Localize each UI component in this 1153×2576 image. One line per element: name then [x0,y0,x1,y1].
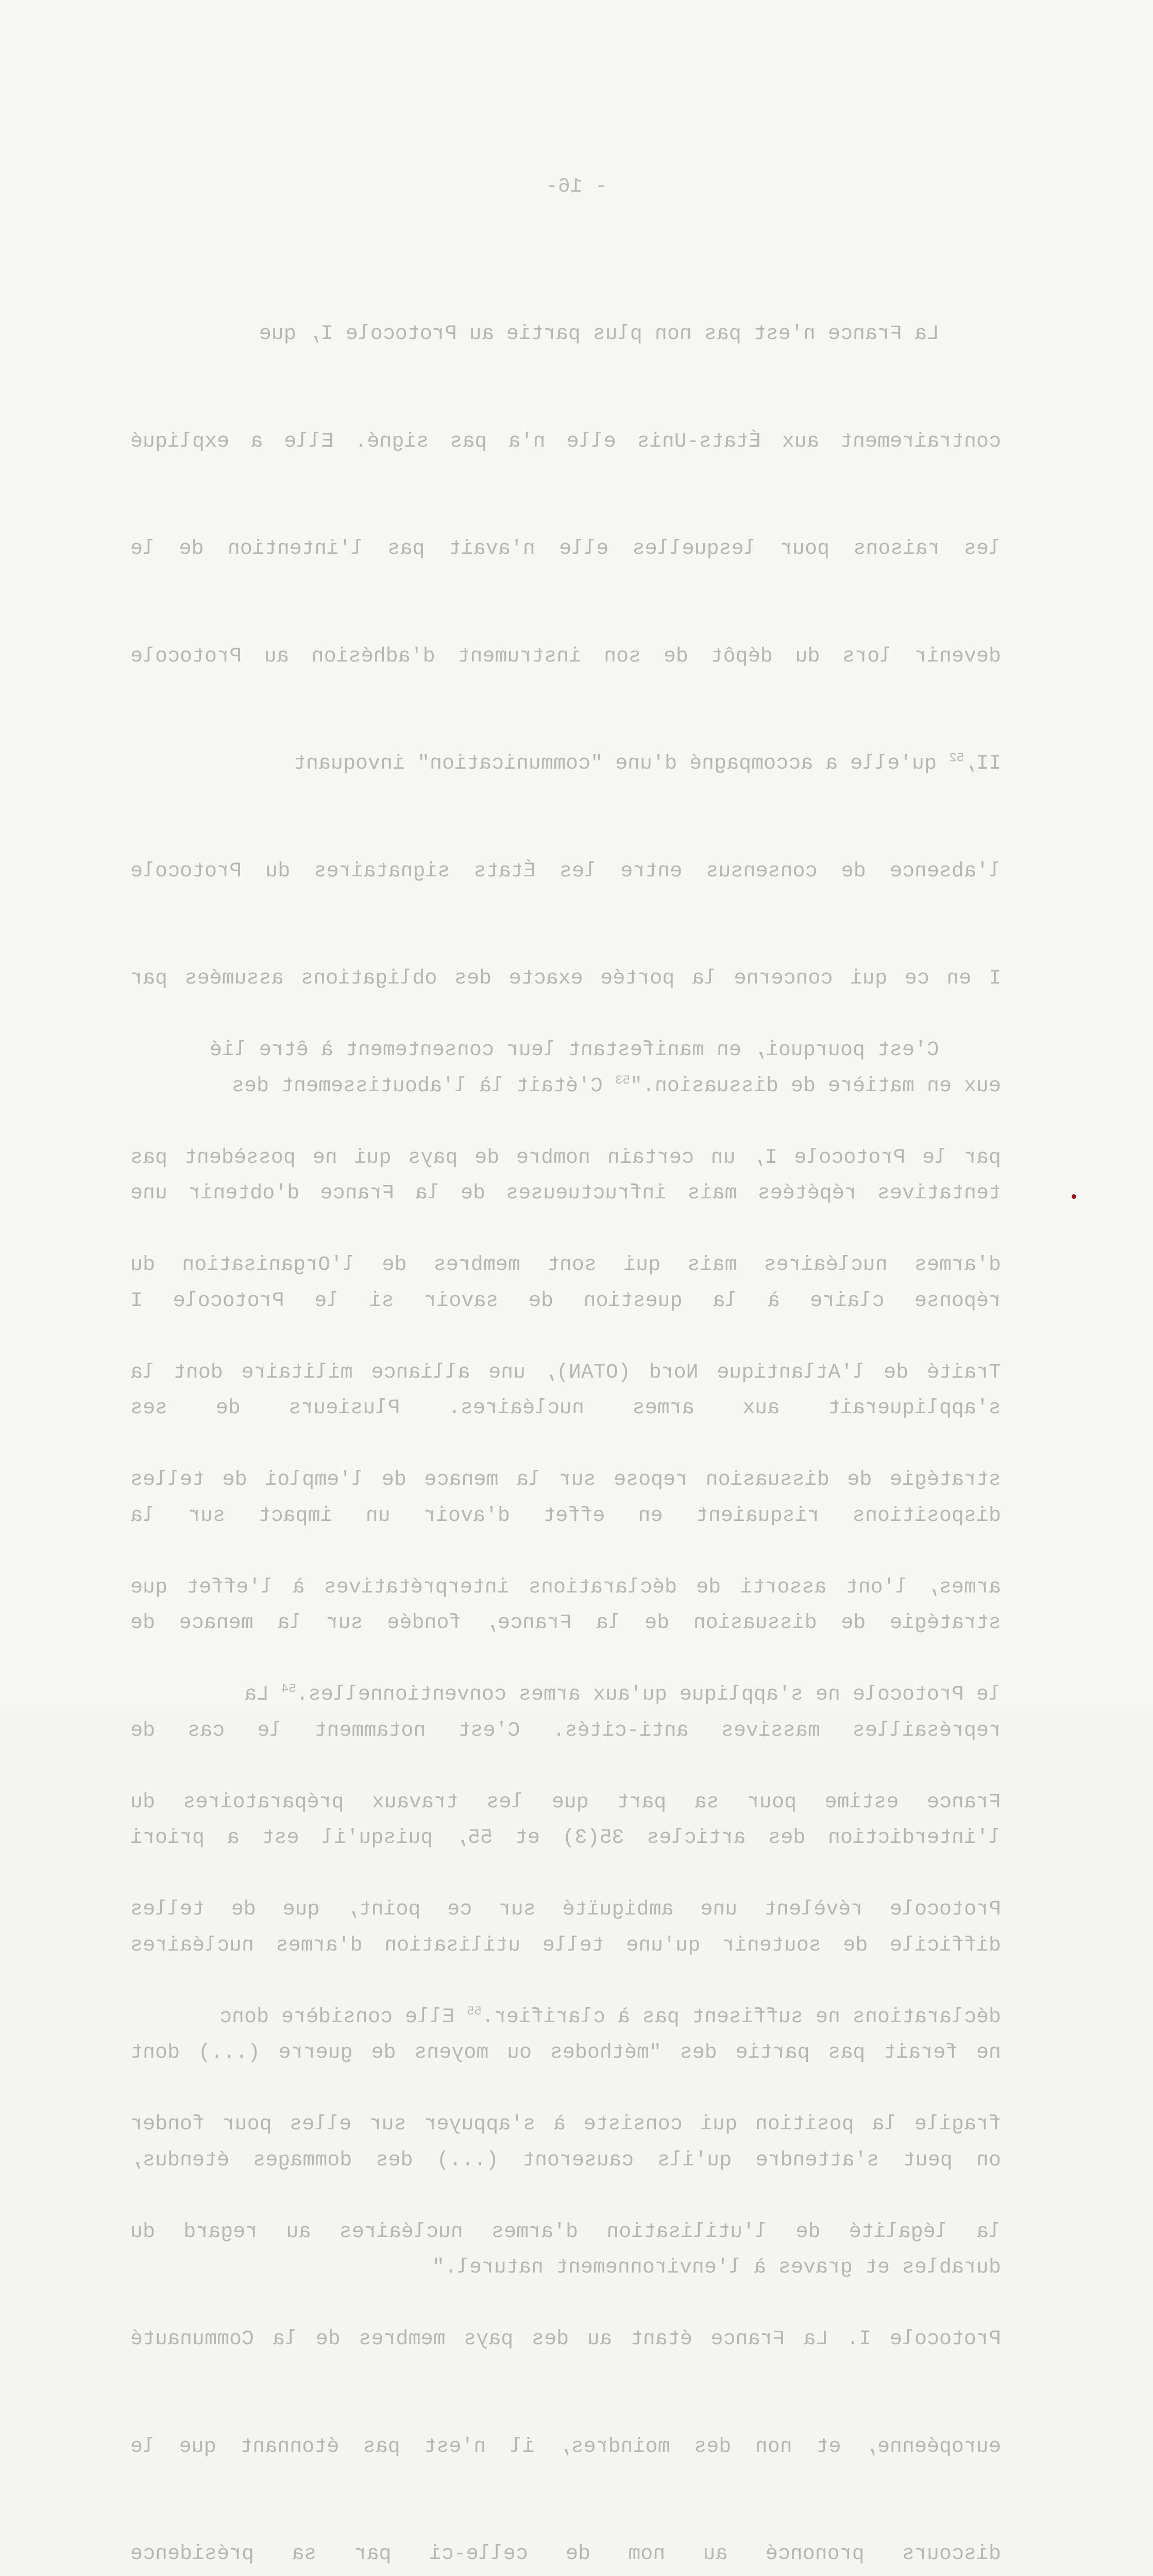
paragraph-2 [130,961,1001,2576]
text-line: difficile de soutenir qu'une telle utilisation d'armes nucléaires [130,1934,1001,1957]
text-line: réponse claire à la question de savoir si le Protocole I [130,1289,1001,1313]
text-line: le Protocole ne s'applique qu'aux armes conventionnelles.$^{54}$ La [244,1682,1001,1706]
ink-mark [1072,1194,1076,1199]
footnote-marker: 54 [281,1682,296,1697]
text-line: Protocole révèlent une ambiguïté sur ce point, que de telles [130,1898,1001,1921]
text-line: par le Protocole I, un certain nombre de pays qui ne possèdent pas [130,1146,1001,1170]
text-line: stratégie de dissuasion de la France, fondée sur la menace de [130,1612,1001,1635]
text-line: l'absence de consensus entre les États signataires du Protocole [130,859,1001,883]
text-line: discours prononcé au nom de celle-ci par sa présidence [130,2543,1001,2566]
text-line: devenir lors du dépôt de son instrument d'adhésion au Protocole [130,645,1001,668]
text-line: La France n'est pas non plus partie au Protocole I, que [259,323,939,346]
text-line: eux en matière de dissuasion."$^{53}$ C'était là l'aboutissement des [231,1074,1001,1098]
text-line: européenne, et non des moindres, il n'est pas étonnant que le [130,2435,1001,2459]
text-line: C'est pourquoi, en manifestant leur consentement à être lié [209,1039,939,1062]
text-line: s'appliquerait aux armes nucléaires. Plusieurs de ses [130,1397,1001,1420]
text-line: tentatives répétées mais infructueuses de la France d'obtenir une [130,1182,1001,1205]
text-line: fragile la position qui consiste à s'appuyer sur elles pour fonder [130,2113,1001,2136]
footnote-marker: 52 [949,751,964,766]
text-line: contrairement aux États-Unis elle n'a pas signé. Elle a expliqué [130,430,1001,453]
text-line: dispositions risquaient en effet d'avoir un impact sur la [130,1504,1001,1528]
text-line: déclarations ne suffisent pas à clarifier.$^{55}$ Elle considère donc [219,2005,1001,2029]
text-line: d'armes nucléaires mais qui sont membres de l'Organisation du [130,1253,1001,1277]
text-line: France estime pour sa part que les travaux préparatoires du [130,1790,1001,1814]
text-line: stratégie de dissuasion repose sur la menace de l'emploi de telles [130,1468,1001,1492]
text-line: durables et graves à l'environnement naturel." [432,2256,1001,2279]
text-line: armes, l'ont assorti de déclarations interprétatives à l'effet que [130,1575,1001,1599]
text-line: ne ferait pas partie des "méthodes ou moyens de guerre (...) dont [130,2041,1001,2064]
footnote-marker: 55 [467,2005,482,2019]
page-number: - 16- [545,175,608,198]
text-line: la légalité de l'utilisation d'armes nucléaires au regard du [130,2220,1001,2244]
footnote-marker: 53 [615,1074,630,1088]
text-line: Protocole I. La France étant au des pays membres de la Communauté [130,2328,1001,2351]
text-line: les raisons pour lesquelles elle n'avait pas l'intention de le [130,537,1001,561]
text-line: I en ce qui concerne la portée exacte des obligations assumées par [130,967,1001,990]
text-line: II,$^{52}$ qu'elle a accompagné d'une "communication" invoquant [293,751,1001,775]
text-line: Traité de l'Atlantique Nord (OTAN), une alliance militaire dont la [130,1361,1001,1384]
text-line: on peut s'attendre qu'ils causeront (...) des dommages étendus, [130,2148,1001,2172]
text-line: représailles massives anti-cités. C'est notamment le cas de [130,1719,1001,1742]
text-line: l'interdiction des articles 35(3) et 55, puisqu'il est a priori [130,1826,1001,1850]
